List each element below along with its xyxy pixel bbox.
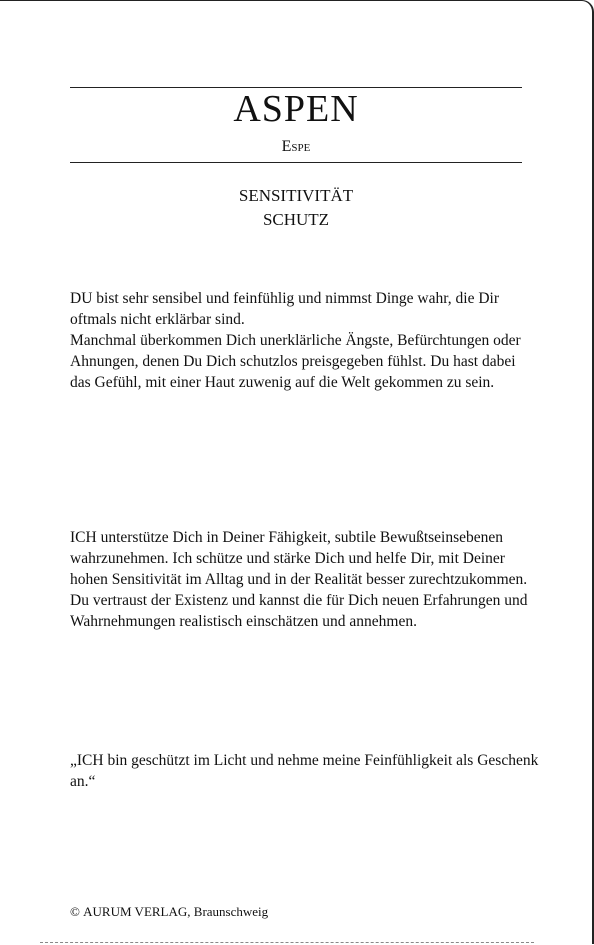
keyword-schutz: SCHUTZ [262,210,330,229]
keyword-sensitivitaet: SENSITIVITÄT [238,186,354,205]
affirmation-quote: „ICH bin geschützt im Licht und nehme meine Feinfühligkeit als Geschenk an.“ [70,752,539,790]
bottom-rule [70,162,522,163]
card-title: ASPEN [233,88,359,130]
publisher-name: AURUM VERLAG, [83,904,191,919]
copyright-symbol: © [70,904,80,919]
paragraph-ich-line-2: Du vertraust der Existenz und kannst die für Dich neuen Erfahrungen und Wahrnehmungen realistisch einschätzen und annehmen. [70,592,528,630]
keywords [70,184,522,232]
paragraph-ich [70,527,530,632]
publisher-footer [70,903,268,921]
paragraph-du-line-2: Manchmal überkommen Dich unerklärliche Ängste, Befürchtungen oder Ahnungen, denen Du Dich schutzlos preisgegeben fühlst. Du hast dabei das Gefühl, mit einer Haut zuwenig auf die Welt gekommen zu sein. [70,332,521,391]
card-subtitle: Espe [281,138,311,155]
bottom-edge-line [40,942,534,943]
paragraph-du [70,288,530,393]
publisher-city: Braunschweig [193,904,269,919]
paragraph-du-line-1: DU bist sehr sensibel und feinfühlig und nimmst Dinge wahr, die Dir oftmals nicht erklärbar sind. [70,290,500,328]
paragraph-ich-line-1: ICH unterstütze Dich in Deiner Fähigkeit, subtile Bewußtseinsebenen wahrzunehmen. Ich schütze und stärke Dich und helfe Dir, mit Deiner hohen Sensitivität im Alltag und in der Realität besser zurechtzukommen. [70,529,528,588]
